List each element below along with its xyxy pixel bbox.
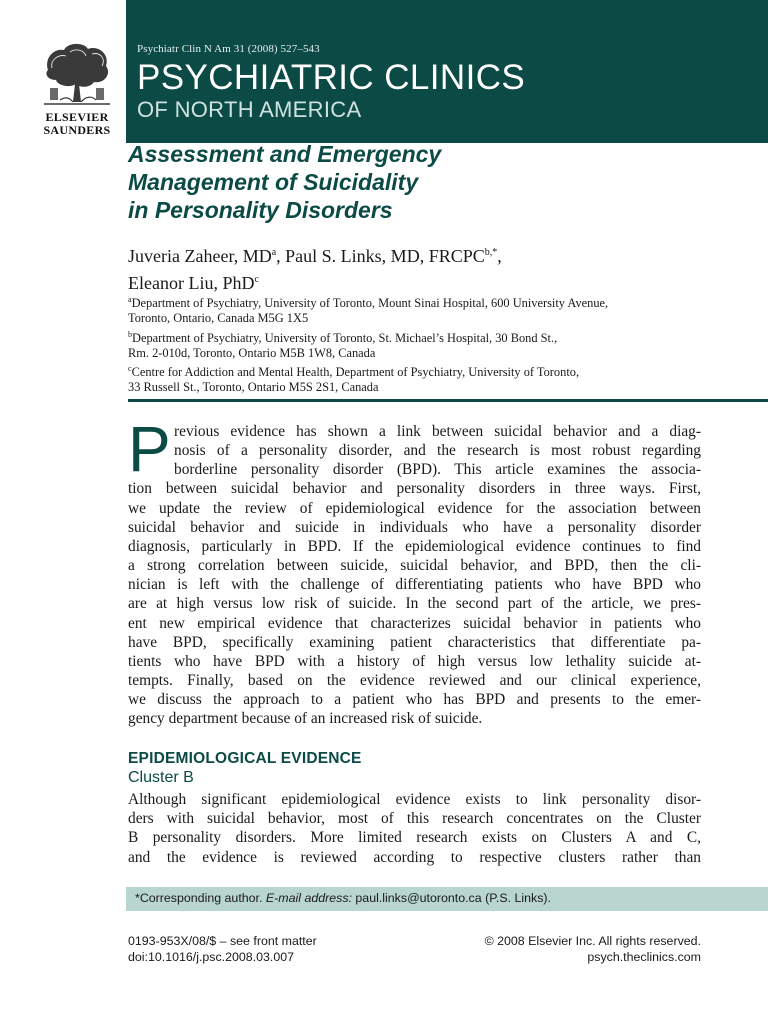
title-line: in Personality Disorders (128, 197, 393, 223)
abstract-line: are at high versus low risk of suicide. In the second part of the article, we pres- (128, 595, 701, 613)
issn-line: 0193-953X/08/$ – see front matter (128, 934, 317, 948)
subsection-heading: Cluster B (128, 769, 194, 786)
affiliation-line: Toronto, Ontario, Canada M5G 1X5 (128, 311, 309, 326)
abstract-line: ent new empirical evidence that characterizes suicidal behavior in patients who (128, 614, 701, 632)
abstract-line: a strong correlation between suicide, suicidal behavior, and BPD, then the cli- (128, 557, 701, 575)
elsevier-tree-icon (40, 40, 114, 108)
title-line: Assessment and Emergency (128, 141, 442, 167)
section-heading: EPIDEMIOLOGICAL EVIDENCE (128, 750, 362, 767)
author-affil-marker: c (254, 274, 259, 285)
abstract (128, 422, 701, 729)
copyright-line: © 2008 Elsevier Inc. All rights reserved. (484, 934, 701, 948)
body-text (128, 790, 701, 867)
journal-subtitle: OF NORTH AMERICA (137, 97, 362, 122)
abstract-line: diagnosis, particularly in BPD. If the epidemiological evidence continues to find (128, 537, 701, 555)
abstract-line: we update the review of epidemiological evidence for the association between (128, 499, 701, 517)
article-title (128, 140, 688, 224)
abstract-line: tempts. Finally, based on the evidence reviewed and our clinical experience, (128, 672, 701, 690)
publisher-name: ELSEVIER (45, 110, 109, 124)
corresponding-author-footnote: *Corresponding author. E-mail address: paul.links@utoronto.ca (P.S. Links). (135, 891, 551, 905)
body-line: Although significant epidemiological evidence exists to link personality disor- (128, 791, 701, 808)
drop-cap: P (128, 413, 171, 485)
affiliation-line: $^b$Department of Psychiatry, University of Toronto, St. Michael’s Hospital, 30 Bond St., (128, 329, 558, 345)
title-line: Management of Suicidality (128, 169, 419, 195)
abstract-line: have BPD, specifically examining patient characteristics that differentiate pa- (128, 633, 701, 651)
abstract-line: we discuss the approach to a patient who has BPD and presents to the emer- (128, 691, 701, 709)
body-line: ders with suicidal behavior, most of this research concentrates on the Cluster (128, 810, 701, 828)
author-affil-marker: a (271, 247, 277, 258)
abstract-line: revious evidence has shown a link between suicidal behavior and a diag- (174, 423, 701, 440)
author-name: Eleanor Liu, PhD (128, 273, 255, 293)
author-name: Paul S. Links, MD, FRCPC (285, 246, 485, 266)
author-name: Juveria Zaheer, MD (128, 246, 272, 266)
footer-right (485, 933, 701, 965)
affiliation-line: $^a$Department of Psychiatry, University of Toronto, Mount Sinai Hospital, 600 University Avenue, (128, 295, 609, 311)
affiliations (128, 292, 728, 396)
email-label: E-mail address: (265, 891, 352, 905)
journal-citation: Psychiatr Clin N Am 31 (2008) 527–543 (137, 43, 320, 55)
footer-left (128, 933, 317, 965)
body-line: B personality disorders. More limited research exists on Clusters A and C, (128, 829, 701, 847)
abstract-line: tion between suicidal behavior and personality disorders in three ways. First, (128, 480, 701, 498)
abstract-line: borderline personality disorder (BPD). This article examines the associa- (174, 461, 701, 479)
body-line: and the evidence is reviewed according to respective clusters rather than (128, 848, 701, 866)
abstract-line: nician is left with the challenge of differentiating patients who have BPD who (128, 576, 701, 594)
author-list: Juveria Zaheer, $MD^a$, Paul S. Links, MD, $FRCPC^{b,*}$, Eleanor Liu, PhD$^c$ (128, 246, 502, 293)
publisher-imprint: SAUNDERS (43, 123, 111, 137)
affiliation-line: Rm. 2-010d, Toronto, Ontario M5B 1W8, Canada (128, 345, 376, 360)
abstract-line: nosis of a personality disorder, and the research is most robust regarding (174, 442, 701, 460)
author-affil-marker: b,* (484, 247, 498, 258)
journal-website: psych.theclinics.com (587, 950, 701, 964)
abstract-line: suicidal behavior and suicide in individuals who have a personality disorder (128, 518, 701, 536)
abstract-line: gency department because of an increased risk of suicide. (128, 710, 483, 728)
journal-title: PSYCHIATRIC CLINICS (137, 58, 526, 97)
affiliation-line: 33 Russell St., Toronto, Ontario M5S 2S1, Canada (128, 380, 379, 395)
email-address: paul.links@utoronto.ca (P.S. Links). (351, 891, 551, 905)
abstract-line: tients who have BPD with a history of high versus low lethality suicide at- (128, 652, 701, 670)
doi-line: doi:10.1016/j.psc.2008.03.007 (128, 950, 295, 964)
section-divider (128, 399, 768, 402)
affiliation-line: $^c$Centre for Addiction and Mental Health, Department of Psychiatry, University of Toronto, (128, 364, 580, 380)
publisher-logo (32, 40, 122, 140)
